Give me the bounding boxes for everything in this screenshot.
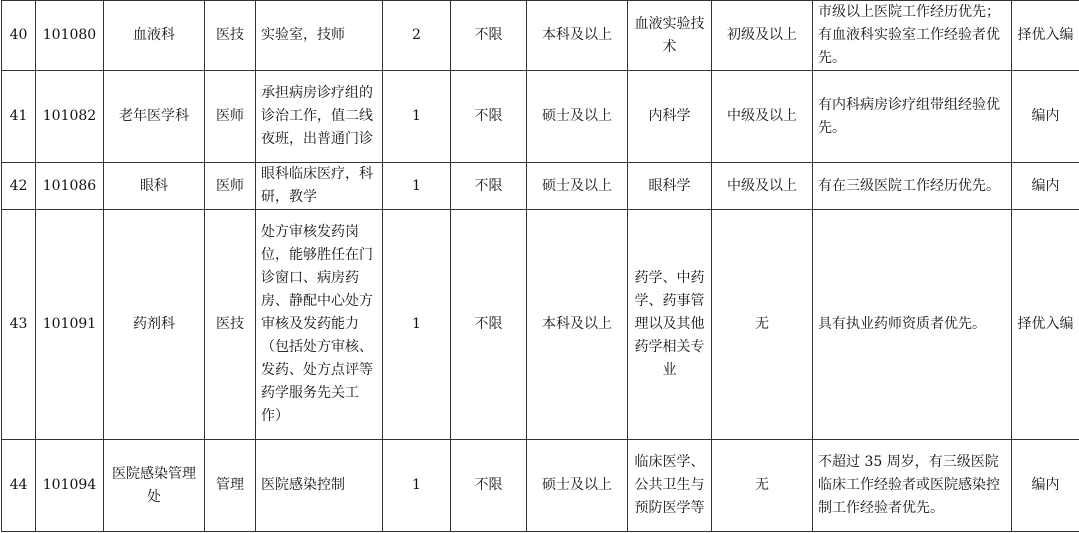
education-cell: 硕士及以上 bbox=[527, 163, 628, 210]
staffing-cell: 择优入编 bbox=[1012, 210, 1079, 440]
other-requirements-cell: 有内科病房诊疗组带组经验优先。 bbox=[813, 71, 1012, 163]
age-cell: 不限 bbox=[451, 71, 527, 163]
title-cell: 无 bbox=[712, 440, 813, 532]
seq-cell: 42 bbox=[2, 163, 36, 210]
other-requirements-cell: 市级以上医院工作经历优先；有血液科实验室工作经验者优先。 bbox=[813, 1, 1012, 71]
age-cell: 不限 bbox=[451, 440, 527, 532]
position-code-cell: 101094 bbox=[36, 440, 104, 532]
count-cell: 1 bbox=[383, 210, 451, 440]
position-code-cell: 101080 bbox=[36, 1, 104, 71]
title-cell: 初级及以上 bbox=[712, 1, 813, 71]
recruitment-table bbox=[1, 0, 1079, 532]
count-cell: 2 bbox=[383, 1, 451, 71]
staffing-cell: 编内 bbox=[1012, 163, 1079, 210]
category-cell: 医师 bbox=[205, 163, 256, 210]
major-cell: 药学、中药学、药事管理以及其他药学相关专业 bbox=[628, 210, 712, 440]
staffing-cell: 编内 bbox=[1012, 440, 1079, 532]
age-cell: 不限 bbox=[451, 163, 527, 210]
staffing-cell: 择优入编 bbox=[1012, 1, 1079, 71]
title-cell: 中级及以上 bbox=[712, 163, 813, 210]
category-cell: 医技 bbox=[205, 210, 256, 440]
department-cell: 医院感染管理处 bbox=[104, 440, 205, 532]
department-cell: 血液科 bbox=[104, 1, 205, 71]
major-cell: 临床医学、公共卫生与预防医学等 bbox=[628, 440, 712, 532]
seq-cell: 43 bbox=[2, 210, 36, 440]
title-cell: 无 bbox=[712, 210, 813, 440]
age-cell: 不限 bbox=[451, 1, 527, 71]
other-requirements-cell: 有在三级医院工作经历优先。 bbox=[813, 163, 1012, 210]
count-cell: 1 bbox=[383, 440, 451, 532]
duties-cell: 处方审核发药岗位，能够胜任在门诊窗口、病房药房、静配中心处方审核及发药能力（包括处方审核、发药、处方点评等药学服务先关工作） bbox=[256, 210, 383, 440]
education-cell: 硕士及以上 bbox=[527, 440, 628, 532]
major-cell: 眼科学 bbox=[628, 163, 712, 210]
department-cell: 老年医学科 bbox=[104, 71, 205, 163]
count-cell: 1 bbox=[383, 163, 451, 210]
position-code-cell: 101091 bbox=[36, 210, 104, 440]
table-row bbox=[2, 163, 1079, 210]
other-requirements-cell: 具有执业药师资质者优先。 bbox=[813, 210, 1012, 440]
table-row bbox=[2, 210, 1079, 440]
category-cell: 医技 bbox=[205, 1, 256, 71]
title-cell: 中级及以上 bbox=[712, 71, 813, 163]
table-row bbox=[2, 440, 1079, 532]
category-cell: 管理 bbox=[205, 440, 256, 532]
staffing-cell: 编内 bbox=[1012, 71, 1079, 163]
education-cell: 本科及以上 bbox=[527, 210, 628, 440]
major-cell: 内科学 bbox=[628, 71, 712, 163]
table-row bbox=[2, 1, 1079, 71]
duties-cell: 实验室，技师 bbox=[256, 1, 383, 71]
count-cell: 1 bbox=[383, 71, 451, 163]
major-cell: 血液实验技术 bbox=[628, 1, 712, 71]
other-requirements-cell: 不超过 35 周岁，有三级医院临床工作经验者或医院感染控制工作经验者优先。 bbox=[813, 440, 1012, 532]
duties-cell: 眼科临床医疗，科研，教学 bbox=[256, 163, 383, 210]
department-cell: 眼科 bbox=[104, 163, 205, 210]
duties-cell: 承担病房诊疗组的诊治工作，值二线夜班，出普通门诊 bbox=[256, 71, 383, 163]
position-code-cell: 101086 bbox=[36, 163, 104, 210]
duties-cell: 医院感染控制 bbox=[256, 440, 383, 532]
table-row bbox=[2, 71, 1079, 163]
seq-cell: 41 bbox=[2, 71, 36, 163]
category-cell: 医师 bbox=[205, 71, 256, 163]
age-cell: 不限 bbox=[451, 210, 527, 440]
seq-cell: 40 bbox=[2, 1, 36, 71]
department-cell: 药剂科 bbox=[104, 210, 205, 440]
education-cell: 硕士及以上 bbox=[527, 71, 628, 163]
education-cell: 本科及以上 bbox=[527, 1, 628, 71]
position-code-cell: 101082 bbox=[36, 71, 104, 163]
seq-cell: 44 bbox=[2, 440, 36, 532]
